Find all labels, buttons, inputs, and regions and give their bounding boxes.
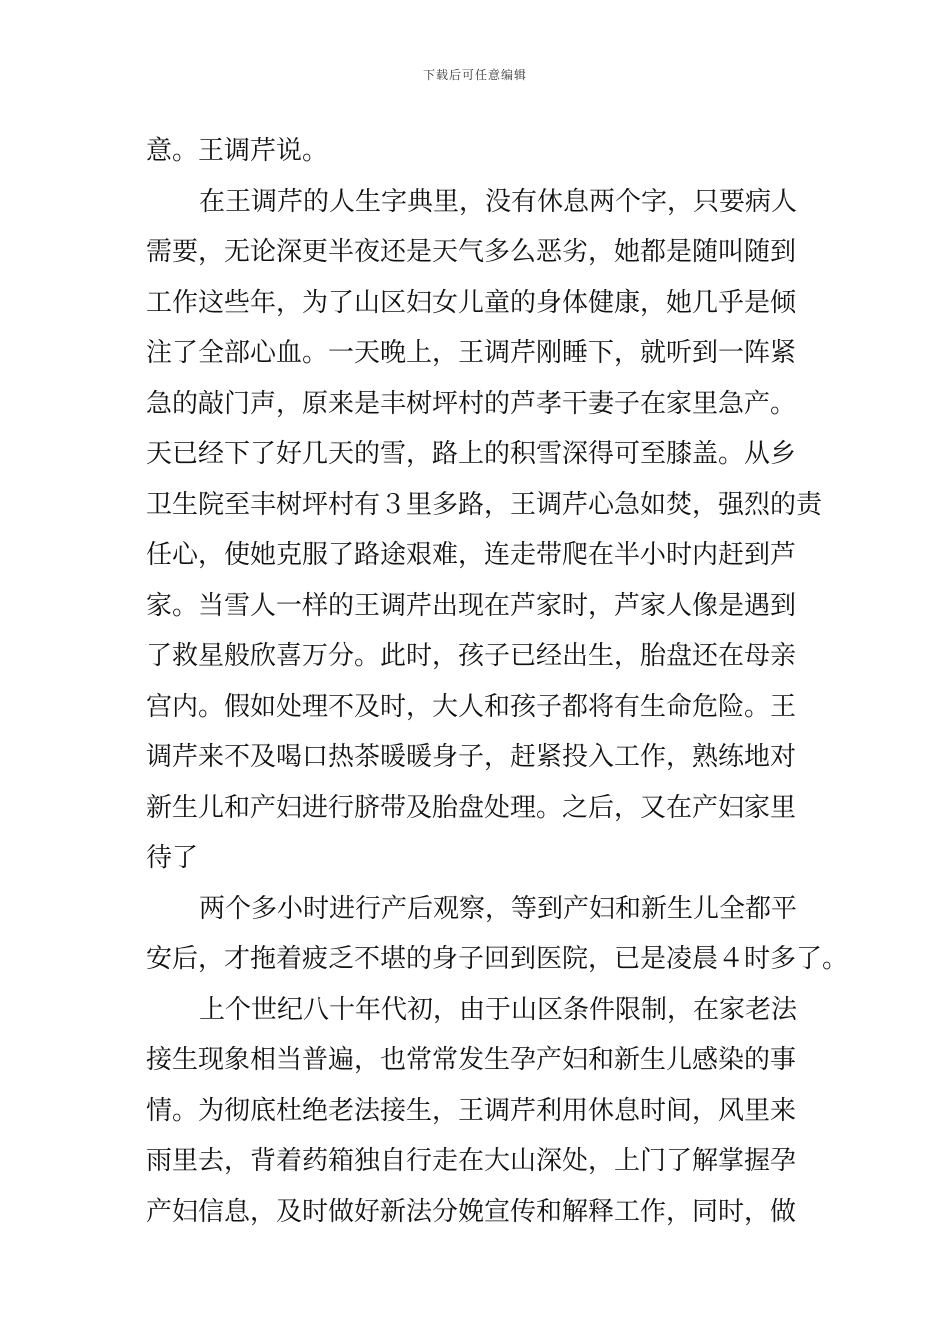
- text-line: 家。当雪人一样的王调芹出现在芦家时，芦家人像是遇到: [146, 590, 797, 621]
- text-line: 雨里去，背着药箱独自行走在大山深处，上门了解掌握孕: [146, 1146, 797, 1176]
- text-line: 接生现象相当普遍，也常常发生孕产妇和新生儿感染的事: [146, 1045, 797, 1075]
- text-line: 需要，无论深更半夜还是天气多么恶劣，她都是随叫随到: [146, 237, 797, 267]
- text-line: 意。王调芹说。: [146, 136, 329, 166]
- text-line: 待了: [146, 843, 199, 873]
- text-line: 卫生院至丰树坪村有３里多路，王调芹心急如焚，强烈的责: [146, 489, 823, 520]
- text-line: 情。为彻底杜绝老法接生，王调芹利用休息时间，风里来: [146, 1095, 797, 1126]
- text-line: 了救星般欣喜万分。此时，孩子已经出生，胎盘还在母亲: [146, 641, 797, 671]
- text-line: 任心，使她克服了路途艰难，连走带爬在半小时内赶到芦: [146, 540, 797, 570]
- text-line: 安后，才拖着疲乏不堪的身子回到医院，已是凌晨４时多了。: [146, 944, 849, 974]
- text-line: 上个世纪八十年代初，由于山区条件限制，在家老法: [199, 994, 798, 1025]
- text-line: 两个多小时进行产后观察，等到产妇和新生儿全都平: [199, 893, 798, 924]
- text-line: 工作这些年，为了山区妇女儿童的身体健康，她几乎是倾: [146, 287, 797, 318]
- text-line: 在王调芹的人生字典里，没有休息两个字，只要病人: [199, 186, 798, 217]
- text-line: 注了全部心血。一天晚上，王调芹刚睡下，就听到一阵紧: [146, 338, 797, 368]
- page-header: 下载后可任意编辑: [422, 68, 527, 82]
- document-body: [146, 126, 849, 1237]
- text-line: 产妇信息，及时做好新法分娩宣传和解释工作，同时，做: [146, 1196, 797, 1227]
- text-line: 宫内。假如处理不及时，大人和孩子都将有生命危险。王: [146, 691, 797, 722]
- text-line: 天已经下了好几天的雪，路上的积雪深得可至膝盖。从乡: [146, 439, 797, 469]
- text-line: 急的敲门声，原来是丰树坪村的芦孝干妻子在家里急产。: [146, 388, 797, 419]
- text-line: 调芹来不及喝口热茶暖暖身子，赶紧投入工作，熟练地对: [146, 742, 797, 772]
- text-line: 新生儿和产妇进行脐带及胎盘处理。之后，又在产妇家里: [146, 792, 797, 823]
